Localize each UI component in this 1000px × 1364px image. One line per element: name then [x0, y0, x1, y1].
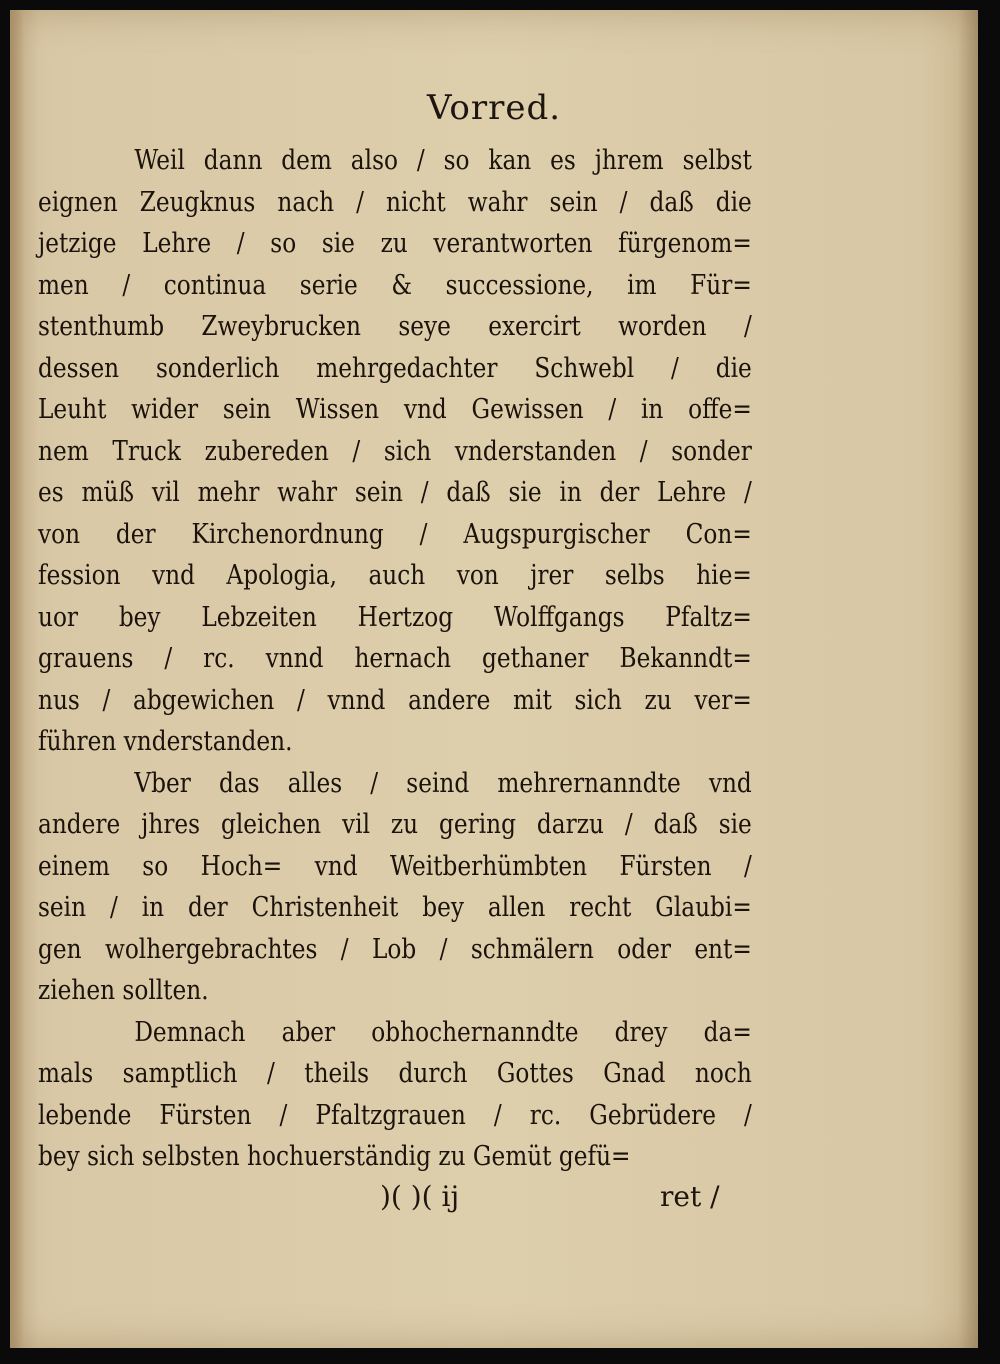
body-text — [38, 140, 752, 1178]
text-line: führen vnderstanden. — [38, 726, 293, 757]
running-header: Vorred. — [426, 88, 562, 128]
text-line: dessen sonderlich mehrgedachter Schwebl / die — [38, 352, 752, 384]
text-line: bey sich selbsten hochuerständig zu Gemüt gefü= — [38, 1141, 631, 1172]
paragraph — [38, 140, 752, 763]
text-line: jetzige Lehre / so sie zu verantworten fürgenom= — [38, 228, 752, 259]
book-page — [10, 10, 978, 1348]
signature-mark: )( )( ij — [380, 1180, 460, 1213]
text-line: nus / abgewichen / vnnd andere mit sich zu ver= — [38, 684, 752, 716]
text-line: grauens / rc. vnnd hernach gethaner Bekanndt= — [38, 643, 752, 674]
text-line: uor bey Lebzeiten Hertzog Wolffgangs Pfaltz= — [38, 601, 752, 633]
text-line: es müß vil mehr wahr sein / daß sie in der Lehre / — [38, 477, 752, 508]
text-line: mals samptlich / theils durch Gottes Gnad noch — [38, 1058, 752, 1089]
text-line: Demnach aber obhochernanndte drey da= — [134, 1016, 752, 1048]
catchword: ret / — [660, 1180, 720, 1213]
text-line: sein / in der Christenheit bey allen recht Glaubi= — [38, 892, 752, 923]
text-line: gen wolhergebrachtes / Lob / schmälern oder ent= — [38, 933, 752, 965]
text-line: Weil dann dem also / so kan es jhrem selbst — [134, 145, 752, 176]
text-line: men / continua serie & successione, im Für= — [38, 269, 752, 301]
text-line: lebende Fürsten / Pfaltzgrauen / rc. Gebrüdere / — [38, 1099, 752, 1131]
text-line: nem Truck zubereden / sich vnderstanden / sonder — [38, 435, 752, 467]
paragraph — [38, 763, 752, 1012]
text-line: Leuht wider sein Wissen vnd Gewissen / in offe= — [38, 394, 752, 425]
text-line: einem so Hoch= vnd Weitberhümbten Fürsten / — [38, 850, 752, 882]
page-edge-shadow — [958, 10, 978, 1348]
text-line: ziehen sollten. — [38, 975, 209, 1006]
text-line: von der Kirchenordnung / Augspurgischer Con= — [38, 518, 752, 550]
text-line: eignen Zeugknus nach / nicht wahr sein / daß die — [38, 186, 752, 218]
paragraph — [38, 1012, 752, 1178]
text-line: stenthumb Zweybrucken seye exercirt worden / — [38, 311, 752, 342]
text-line: andere jhres gleichen vil zu gering darzu / daß sie — [38, 809, 752, 840]
text-line: fession vnd Apologia, auch von jrer selbs hie= — [38, 560, 752, 591]
text-line: Vber das alles / seind mehrernanndte vnd — [134, 767, 752, 799]
